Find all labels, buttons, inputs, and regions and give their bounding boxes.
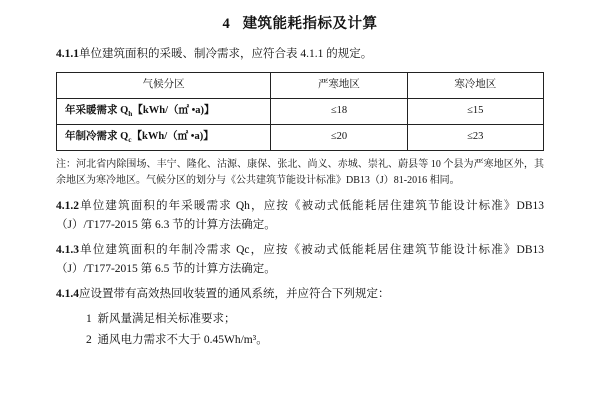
sub-item-text: 新风量满足相关标准要求； bbox=[97, 313, 236, 326]
row-label-symbol: Q bbox=[120, 131, 129, 143]
clause-text: 单位建筑面积的年采暖需求 Qh，应按《被动式低能耗居住建筑节能设计标准》DB13（J）/T177-2015 第 6.3 节的计算方法确定。 bbox=[56, 200, 544, 232]
clause-text: 单位建筑面积的年制冷需求 Qc，应按《被动式低能耗居住建筑节能设计标准》DB13（J）/T177-2015 第 6.5 节的计算方法确定。 bbox=[56, 244, 544, 276]
row-label-subscript: c bbox=[128, 135, 132, 145]
clause-text: 应设置带有高效热回收装置的通风系统，并应符合下列规定： bbox=[79, 288, 390, 301]
sub-item-number: 1 bbox=[86, 313, 92, 326]
row-label-unit: 【kWh/（㎡ •a)】 bbox=[132, 104, 215, 116]
clause-number: 4.1.4 bbox=[56, 288, 79, 301]
table-cell-heating-cold: ≤15 bbox=[407, 98, 543, 124]
table-header-severe-cold: 严寒地区 bbox=[271, 72, 407, 98]
row-label-prefix: 年制冷需求 bbox=[65, 131, 121, 143]
table-header-climate-zone: 气候分区 bbox=[57, 72, 271, 98]
clause-text: 单位建筑面积的采暖、制冷需求，应符合表 4.1.1 的规定。 bbox=[79, 48, 373, 60]
table-cell-heating-severe-cold: ≤18 bbox=[271, 98, 407, 124]
table-header-cold: 寒冷地区 bbox=[407, 72, 543, 98]
table-row-label-heating bbox=[57, 98, 271, 124]
clause-4-1-3 bbox=[56, 241, 544, 279]
energy-demand-table bbox=[56, 72, 544, 151]
clause-4-1-4 bbox=[56, 285, 544, 304]
clause-number: 4.1.3 bbox=[56, 244, 79, 257]
list-item bbox=[86, 310, 544, 330]
sub-item-text: 通风电力需求不大于 0.45Wh/m³。 bbox=[97, 333, 268, 346]
clause-number: 4.1.1 bbox=[56, 48, 79, 60]
row-label-subscript: h bbox=[128, 108, 133, 118]
table-header-row bbox=[57, 72, 544, 98]
sub-item-number: 2 bbox=[86, 333, 92, 346]
sub-item-list bbox=[56, 310, 544, 350]
table-cell-cooling-severe-cold: ≤20 bbox=[271, 125, 407, 151]
clause-number: 4.1.2 bbox=[56, 200, 79, 213]
chapter-title: 4 建筑能耗指标及计算 bbox=[222, 16, 378, 32]
clause-4-1-2 bbox=[56, 197, 544, 235]
clause-4-1-1 bbox=[56, 45, 544, 64]
row-label-unit: 【kWh/（㎡ •a)】 bbox=[131, 131, 214, 143]
row-label-prefix: 年采暖需求 bbox=[65, 104, 121, 116]
table-note: 注：河北省内除围场、丰宁、隆化、沽源、康保、张北、尚义、赤城、崇礼、蔚县等 10 个县为严寒地区外，其余地区为寒冷地区。气候分区的划分与《公共建筑节能设计标准》DB13（J）81-2016 相同。 bbox=[56, 159, 544, 187]
table-cell-cooling-cold: ≤23 bbox=[407, 125, 543, 151]
row-label-symbol: Q bbox=[120, 104, 129, 116]
table-row-label-cooling bbox=[57, 125, 271, 151]
table-row bbox=[57, 98, 544, 124]
table-row bbox=[57, 125, 544, 151]
list-item bbox=[86, 331, 544, 351]
